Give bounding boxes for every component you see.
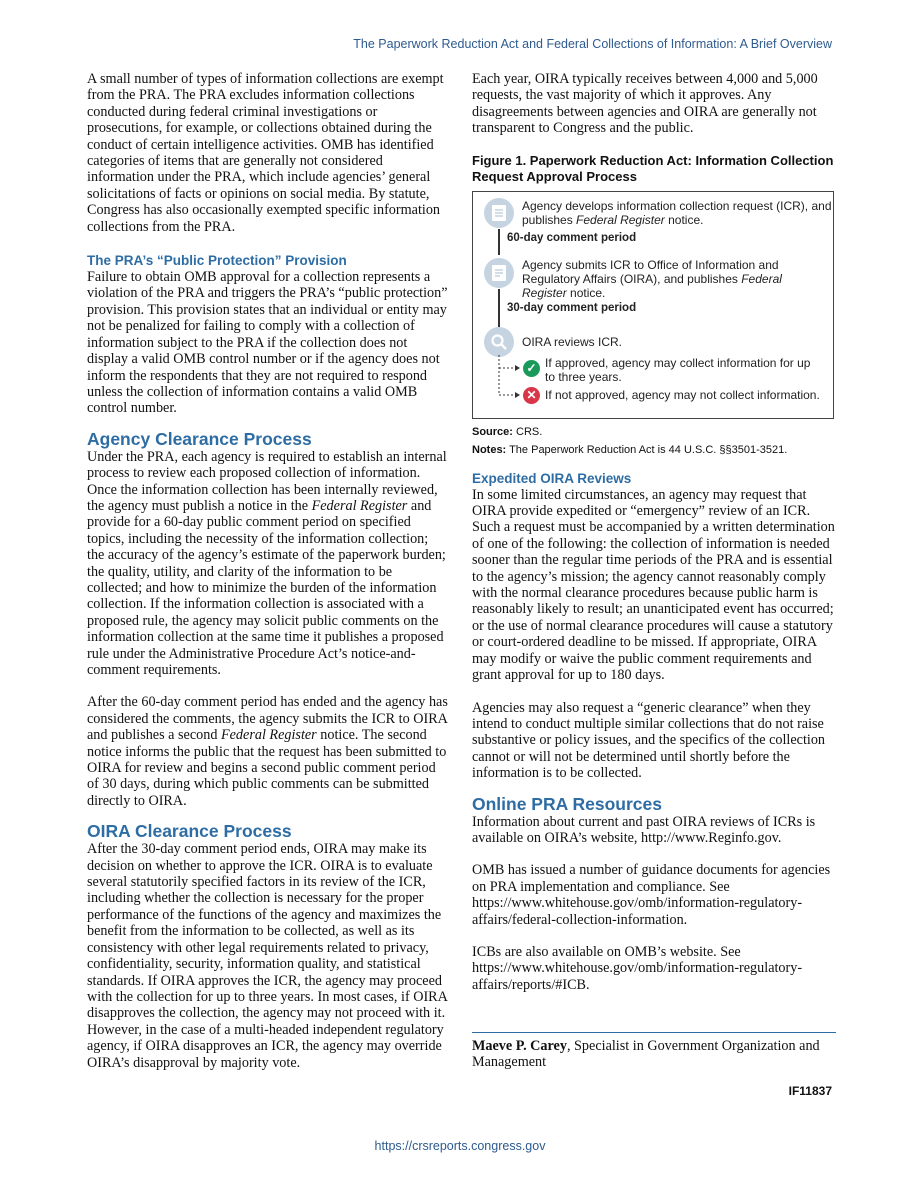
step-develop-icr: Agency develops information collection request (ICR), and publishes Federal Register notice. bbox=[522, 198, 832, 227]
figure-source: Source: CRS. bbox=[472, 425, 543, 438]
magnifier-icon bbox=[484, 327, 514, 357]
online-resources-heading: Online PRA Resources bbox=[472, 793, 662, 814]
step-oira-review: OIRA reviews ICR. bbox=[522, 334, 623, 349]
footer-link[interactable]: https://crsreports.congress.gov bbox=[374, 1139, 546, 1153]
online-resources-paragraph-2: OMB has issued a number of guidance documents for agencies on PRA implementation and compliance. See https://www.whitehouse.gov/omb/information-regulatory-affairs/federal-collection-information. bbox=[472, 862, 831, 928]
report-id: IF11837 bbox=[788, 1084, 832, 1098]
generic-clearance-paragraph: Agencies may also request a “generic clearance” when they intend to conduct multiple similar collections that do not raise substantive or policy issues, and the specifics of the collection cannot or will not be determined until shortly before the information is to be collected. bbox=[472, 699, 826, 782]
submit-document-icon bbox=[484, 258, 514, 288]
step-submit-icr: Agency submits ICR to Office of Information and Regulatory Affairs (OIRA), and publishes Federal Register notice. bbox=[522, 257, 782, 300]
expedited-heading: Expedited OIRA Reviews bbox=[472, 470, 632, 486]
requests-paragraph: Each year, OIRA typically receives between 4,000 and 5,000 requests, the vast majority of which it approves. Any disagreements between agencies and OIRA are generally not transparent to Congress and the public. bbox=[472, 71, 818, 137]
running-header: The Paperwork Reduction Act and Federal Collections of Information: A Brief Overview bbox=[353, 37, 832, 51]
oira-clearance-heading: OIRA Clearance Process bbox=[87, 821, 292, 842]
figure-notes: Notes: The Paperwork Reduction Act is 44 U.S.C. §§3501-3521. bbox=[472, 443, 788, 456]
author-divider bbox=[472, 1032, 836, 1033]
comment-period-60: 60-day comment period bbox=[507, 231, 637, 244]
right-column bbox=[472, 71, 836, 993]
process-figure bbox=[472, 191, 834, 419]
agency-clearance-paragraph-2: After the 60-day comment period has ended and the agency has considered the comments, the agency submits the ICR to OIRA and publishes a second Federal Register notice. The second notice informs the public that the request has been submitted to OIRA for review and begins a second public comment period of 30 days, during which public comments can be submitted directly to OIRA. bbox=[87, 694, 448, 809]
branch-arrows bbox=[495, 355, 521, 405]
online-resources-paragraph-1: Information about current and past OIRA reviews of ICRs is available on OIRA’s website, http://www.Reginfo.gov. bbox=[472, 813, 816, 846]
outcome-approved: If approved, agency may collect information for up to three years. bbox=[545, 355, 811, 384]
oira-clearance-paragraph: After the 30-day comment period ends, OIRA may make its decision on whether to approve the ICR. OIRA is to evaluate several statutorily specified factors in its review of the ICR, including whether the collection is necessary for the proper performance of the functions of the agency and maximizes the benefit from the information to be collected, as well as its consistency with other legal requirements related to privacy, confidentiality, security, information quality, and statistical standards. If OIRA approves the ICR, the agency may proceed with the collection for up to three years. In most cases, if OIRA disapproves the collection, the agency may not proceed with it. However, in the case of a multi-headed independent regulatory agency, if OIRA disapproves an ICR, the agency may override OIRA’s disapproval by majority vote. bbox=[87, 841, 448, 1071]
agency-clearance-heading: Agency Clearance Process bbox=[87, 428, 312, 449]
agency-clearance-paragraph-1: Under the PRA, each agency is required to establish an internal process to review each proposed collection of information. Once the information collection has been internally reviewed, the agency must publish a notice in the Federal Register and provide for a 60-day public comment period on specified topics, including the necessity of the information collection; the accuracy of the agency’s estimate of the paperwork burden; the quality, utility, and clarity of the information to be collected; and how to minimize the burden of the information collection. If the information collection is associated with a proposed rule, the agency may solicit public comments on the information collection at the same time it publishes a proposed rule under the Administrative Procedure Act’s notice-and-comment requirements. bbox=[87, 448, 447, 678]
x-icon: ✕ bbox=[523, 387, 540, 404]
connector-line bbox=[498, 229, 500, 255]
online-resources-paragraph-3: ICBs are also available on OMB’s website. See https://www.whitehouse.gov/omb/information-regulatory-affairs/reports/#ICB. bbox=[472, 943, 803, 993]
check-icon: ✓ bbox=[523, 360, 540, 377]
author-credit: Maeve P. Carey, Specialist in Government Organization and Management bbox=[472, 1038, 820, 1071]
connector-line bbox=[498, 289, 500, 327]
outcome-not-approved: If not approved, agency may not collect information. bbox=[545, 387, 820, 402]
comment-period-30: 30-day comment period bbox=[507, 301, 637, 314]
exemptions-paragraph: A small number of types of information collections are exempt from the PRA. The PRA excludes information collections conducted during federal criminal investigations or prosecutions, for example, or collections obtained during the conduct of certain intelligence activities. OMB has identified categories of items that are generally not considered information under the PRA, which include agencies’ general solicitations of facts or opinions on social media. By statute, Congress has also occasionally exempted specific information collections from the PRA. bbox=[87, 71, 444, 235]
left-column bbox=[87, 71, 449, 1071]
document-icon bbox=[484, 198, 514, 228]
expedited-paragraph: In some limited circumstances, an agency may request that OIRA provide expedited or “emergency” review of an ICR. Such a request must be accompanied by a written determination of one of the following: the collection of information is needed sooner than the regular time periods of the PRA and is essential to the agency’s mission; the agency cannot reasonably comply with the normal clearance procedures because public harm is reasonably likely to result; an unanticipated event has occurred; or the use of normal clearance procedures will cause a statutory or court-ordered deadline to be missed. If appropriate, OIRA may modify or waive the public comment requirements and grant approval for up to 180 days. bbox=[472, 486, 835, 684]
public-protection-paragraph: Failure to obtain OMB approval for a collection represents a violation of the PRA and triggers the PRA’s “public protection” provision. This provision states that an individual or entity may not be penalized for failing to comply with a collection of information subject to the PRA if the collection does not display a valid OMB control number or if the agency does not inform the respondents that they are not required to respond unless the collection of information contains a valid OMB control number. bbox=[87, 269, 448, 417]
figure-title: Figure 1. Paperwork Reduction Act: Information Collection Request Approval Process bbox=[472, 152, 834, 184]
public-protection-heading: The PRA’s “Public Protection” Provision bbox=[87, 253, 347, 269]
